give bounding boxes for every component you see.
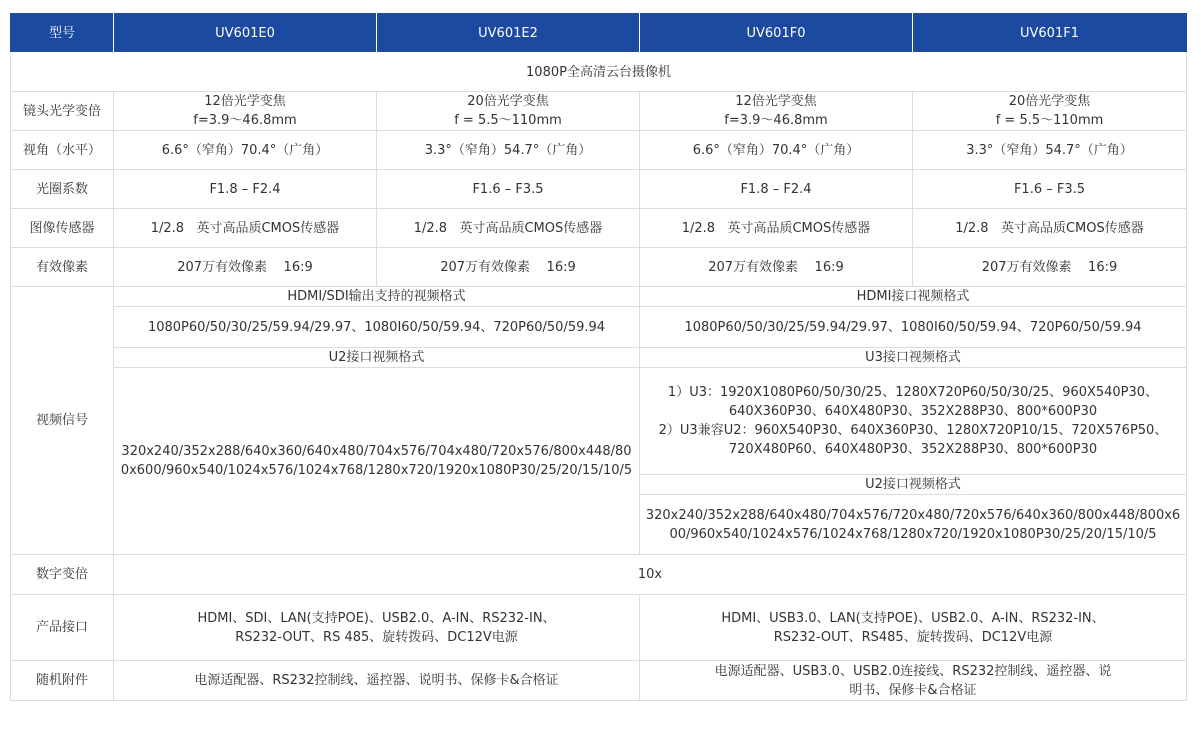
f-u2-formats: 320x240/352x288/640x480/704x576/720x480/720x576/640x360/800x448/800x600/960x540/1024x576/1024x768/1280x720/1920x1080P30/25/20/15/10/5 — [640, 495, 1187, 555]
model-uv601e2: UV601E2 — [377, 14, 640, 53]
sensor-f1: 1/2.8 英寸高品质CMOS传感器 — [913, 209, 1187, 248]
pixels-e2: 207万有效像素 16:9 — [377, 248, 640, 287]
zoom-value-f0: 12倍光学变焦 f=3.9～46.8mm — [640, 92, 913, 131]
video-row-1 — [11, 287, 1187, 307]
f-hdmi-title: HDMI接口视频格式 — [640, 287, 1187, 307]
model-uv601f0: UV601F0 — [640, 14, 913, 53]
pixels-f0: 207万有效像素 16:9 — [640, 248, 913, 287]
f-u3-line-1: 1）U3：1920X1080P60/50/30/25、1280X720P60/50/30/25、960X540P30、640X360P30、640X480P30、352X288P30、800*600P30 — [667, 385, 1159, 419]
row-label-interfaces: 产品接口 — [11, 595, 114, 661]
interfaces-e-series: HDMI、SDI、LAN(支持POE)、USB2.0、A-IN、RS232-IN、RS232-OUT、RS 485、旋转拨码、DC12V电源 — [114, 595, 640, 661]
sensor-f0: 1/2.8 英寸高品质CMOS传感器 — [640, 209, 913, 248]
view-angle-e0: 6.6°（窄角）70.4°（广角） — [114, 131, 377, 170]
digital-zoom-row — [11, 555, 1187, 595]
accessories-row — [11, 661, 1187, 701]
aperture-e2: F1.6 – F3.5 — [377, 170, 640, 209]
f-u3-title: U3接口视频格式 — [640, 348, 1187, 368]
row-label-pixels: 有效像素 — [11, 248, 114, 287]
row-label-accessories: 随机附件 — [11, 661, 114, 701]
pixels-row — [11, 248, 1187, 287]
product-type: 1080P全高清云台摄像机 — [11, 53, 1187, 92]
sensor-e0: 1/2.8 英寸高品质CMOS传感器 — [114, 209, 377, 248]
sensor-row — [11, 209, 1187, 248]
accessories-f-series: 电源适配器、USB3.0、USB2.0连接线、RS232控制线、遥控器、说明书、保修卡&合格证 — [640, 661, 1187, 701]
spec-table — [10, 13, 1187, 701]
interfaces-row — [11, 595, 1187, 661]
accessories-e-series: 电源适配器、RS232控制线、遥控器、说明书、保修卡&合格证 — [114, 661, 640, 701]
f-u3-line-2: 2）U3兼容U2：960X540P30、640X360P30、1280X720P10/15、720X576P50、720X480P60、640X480P30、352X288P30、800*600P30 — [658, 423, 1168, 457]
product-type-row — [11, 53, 1187, 92]
row-label-aperture: 光圈系数 — [11, 170, 114, 209]
aperture-e0: F1.8 – F2.4 — [114, 170, 377, 209]
row-label-video: 视频信号 — [11, 287, 114, 555]
view-angle-f0: 6.6°（窄角）70.4°（广角） — [640, 131, 913, 170]
aperture-f1: F1.6 – F3.5 — [913, 170, 1187, 209]
video-row-4 — [11, 368, 1187, 475]
model-uv601e0: UV601E0 — [114, 14, 377, 53]
pixels-f1: 207万有效像素 16:9 — [913, 248, 1187, 287]
zoom-value-e2: 20倍光学变焦 f = 5.5～110mm — [377, 92, 640, 131]
zoom-value-f1: 20倍光学变焦 f = 5.5～110mm — [913, 92, 1187, 131]
view-angle-f1: 3.3°（窄角）54.7°（广角） — [913, 131, 1187, 170]
aperture-row — [11, 170, 1187, 209]
row-label-zoom: 镜头光学变倍 — [11, 92, 114, 131]
aperture-f0: F1.8 – F2.4 — [640, 170, 913, 209]
zoom-value-e0: 12倍光学变焦 f=3.9～46.8mm — [114, 92, 377, 131]
view-angle-e2: 3.3°（窄角）54.7°（广角） — [377, 131, 640, 170]
model-uv601f1: UV601F1 — [913, 14, 1187, 53]
header-row — [11, 14, 1187, 53]
f-u3-formats — [640, 368, 1187, 475]
zoom-row — [11, 92, 1187, 131]
pixels-e0: 207万有效像素 16:9 — [114, 248, 377, 287]
row-label-sensor: 图像传感器 — [11, 209, 114, 248]
f-hdmi-formats: 1080P60/50/30/25/59.94/29.97、1080I60/50/59.94、720P60/50/59.94 — [640, 307, 1187, 348]
model-label: 型号 — [11, 14, 114, 53]
e-u2-formats: 320x240/352x288/640x360/640x480/704x576/704x480/720x576/800x448/800x600/960x540/1024x576/1024x768/1280x720/1920x1080P30/25/20/15/10/5 — [114, 368, 640, 555]
interfaces-f-series: HDMI、USB3.0、LAN(支持POE)、USB2.0、A-IN、RS232-IN、RS232-OUT、RS485、旋转拨码、DC12V电源 — [640, 595, 1187, 661]
sensor-e2: 1/2.8 英寸高品质CMOS传感器 — [377, 209, 640, 248]
e-u2-title: U2接口视频格式 — [114, 348, 640, 368]
video-row-3 — [11, 348, 1187, 368]
row-label-view-angle: 视角（水平） — [11, 131, 114, 170]
e-hdmi-sdi-formats: 1080P60/50/30/25/59.94/29.97、1080I60/50/59.94、720P60/50/59.94 — [114, 307, 640, 348]
f-u2-title: U2接口视频格式 — [640, 475, 1187, 495]
row-label-digital-zoom: 数字变倍 — [11, 555, 114, 595]
view-angle-row — [11, 131, 1187, 170]
video-row-2 — [11, 307, 1187, 348]
e-hdmi-sdi-title: HDMI/SDI输出支持的视频格式 — [114, 287, 640, 307]
digital-zoom-value: 10x — [114, 555, 1187, 595]
